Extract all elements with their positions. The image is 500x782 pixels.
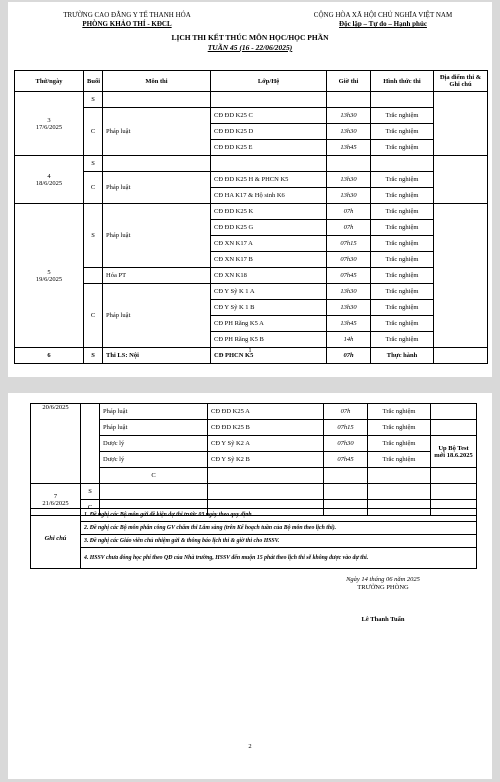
time-cell: 07h30 [327,252,371,268]
document-page-2 [8,393,492,779]
org-department: PHÒNG KHẢO THÍ - KĐCL [82,20,172,28]
location-cell [431,420,477,436]
form-cell: Trắc nghiệm [368,452,431,468]
day-cell: 4 18/6/2025 [15,156,84,204]
document-subtitle: TUẦN 45 (16 - 22/06/2025) [207,43,293,52]
session-cell: C [84,108,103,156]
class-cell: CĐ XN K17 B [211,252,327,268]
nation-header [293,11,473,29]
class-cell: CĐ ĐD K25 H & PHCN K5 [211,172,327,188]
time-cell: 07h15 [324,420,368,436]
class-cell: CĐ Y Sỹ K2 B [208,452,324,468]
class-cell: CĐ HA K17 & Hộ sinh K6 [211,188,327,204]
subject-cell: Pháp luật [103,284,211,348]
page-number: 2 [248,743,252,750]
col-header-session: Buổi [84,71,103,92]
form-cell: Trắc nghiệm [371,220,434,236]
subject-cell: Pháp luật [100,420,208,436]
class-cell: CĐ XN K17 A [211,236,327,252]
time-cell: 07h45 [327,268,371,284]
time-cell: 07h [327,220,371,236]
page-number: 1 [248,347,252,354]
signature-date: Ngày 14 tháng 06 năm 2025 [346,576,420,583]
notes-row [31,535,477,548]
time-cell: 07h [327,204,371,220]
session-cell: C [84,284,103,348]
class-cell: CĐ PH Răng K5 A [211,316,327,332]
note-item: 3. Đề nghị các Giáo viên chủ nhiệm gửi & thông báo lịch thi & giờ thi cho HSSV. [81,535,477,548]
form-cell: Trắc nghiệm [371,236,434,252]
form-cell: Trắc nghiệm [368,420,431,436]
session-cell: S [84,348,103,364]
class-cell: CĐ ĐD K25 A [208,404,324,420]
table-row [15,108,488,124]
form-cell: Thực hành [371,348,434,364]
time-cell: 13h30 [327,300,371,316]
note-item: 1. Đề nghị các Bộ môn gửi đề kiện dự thi trước 03 ngày theo quy định. [81,509,477,522]
class-cell: CĐ ĐD K25 G [211,220,327,236]
session-cell: S [84,204,103,268]
table-row [15,92,488,108]
class-cell: CĐ XN K18 [211,268,327,284]
table-row [15,268,488,284]
class-cell: CĐ ĐD K25 C [211,108,327,124]
form-cell: Trắc nghiệm [371,284,434,300]
location-cell [434,204,488,348]
signature-role: TRƯỞNG PHÒNG [357,584,409,591]
class-cell: CĐ PHCN K5 [211,348,327,364]
form-cell: Trắc nghiệm [371,188,434,204]
form-cell: Trắc nghiệm [371,108,434,124]
subject-cell: Pháp luật [103,204,211,268]
class-cell: CĐ ĐD K25 E [211,140,327,156]
time-cell: 07h [327,348,371,364]
document-page-1 [8,2,492,377]
time-cell: 07h [324,404,368,420]
signature-name: Lê Thanh Tuấn [361,616,405,623]
table-row [31,484,477,500]
form-cell: Trắc nghiệm [371,204,434,220]
class-cell: CĐ PH Răng K5 B [211,332,327,348]
class-cell: CĐ ĐD K25 D [211,124,327,140]
class-cell: CĐ Y Sỹ K2 A [208,436,324,452]
session-cell [81,404,100,484]
session-cell [84,268,103,284]
notes-row [31,522,477,535]
table-row [15,204,488,220]
form-cell: Trắc nghiệm [371,316,434,332]
day-cell: 6 [15,348,84,364]
nation-motto: Độc lập – Tự do – Hạnh phúc [339,20,427,28]
session-cell: S [84,156,103,172]
day-cell: 20/6/2025 [31,404,81,484]
time-cell: 13h30 [327,188,371,204]
time-cell: 07h45 [324,452,368,468]
table-row [15,172,488,188]
form-cell: Trắc nghiệm [368,404,431,420]
form-cell: Trắc nghiệm [371,332,434,348]
class-cell: CĐ ĐD K25 B [208,420,324,436]
subject-cell: Pháp luật [103,172,211,204]
session-cell: C [84,172,103,204]
location-note: Up Bộ Test mới 18.6.2025 [431,436,477,468]
org-header [52,11,202,29]
class-cell: CĐ ĐD K25 K [211,204,327,220]
form-cell: Trắc nghiệm [368,436,431,452]
notes-row [31,509,477,522]
session-cell: C [81,500,100,516]
day-cell: 7 21/6/2025 [31,484,81,516]
location-cell [434,92,488,156]
subject-cell: Pháp luật [100,404,208,420]
session-cell: S [81,484,100,500]
form-cell: Trắc nghiệm [371,252,434,268]
time-cell: 14h [327,332,371,348]
notes-table [30,508,477,569]
session-cell: S [84,92,103,108]
col-header-form: Hình thức thi [371,71,434,92]
nation-name: CỘNG HÒA XÃ HỘI CHỦ NGHĨA VIỆT NAM [313,11,453,19]
col-header-class: Lớp/Hệ [211,71,327,92]
table-row [31,404,477,420]
note-item: 2. Đề nghị các Bộ môn phân công GV chấm thi Lâm sàng (trên Kế hoạch tuần của Bộ môn theo lịch thi). [81,522,477,535]
table-row [15,156,488,172]
time-cell: 13h30 [327,108,371,124]
org-name: TRƯỜNG CAO ĐẲNG Y TẾ THANH HÓA [63,11,191,19]
notes-row [31,548,477,569]
table-row [15,284,488,300]
document-title: LỊCH THI KẾT THÚC MÔN HỌC/HỌC PHẦN [171,33,329,42]
class-cell: CĐ Y Sỹ K 1 B [211,300,327,316]
session-cell: C [100,468,208,484]
notes-label: Ghi chú [31,509,81,569]
location-cell [431,404,477,420]
exam-schedule-table [14,70,488,364]
exam-schedule-table-continued [30,403,477,516]
note-item: 4. HSSV chưa đóng học phí theo QĐ của Nhà trường, HSSV đến muộn 15 phát theo lịch thi sẽ không được vào dự thi. [81,548,477,569]
time-cell: 07h30 [324,436,368,452]
form-cell: Trắc nghiệm [371,124,434,140]
location-cell [434,156,488,204]
subject-cell: Hóa PT [103,268,211,284]
col-header-time: Giờ thi [327,71,371,92]
form-cell: Trắc nghiệm [371,140,434,156]
form-cell: Trắc nghiệm [371,268,434,284]
form-cell: Trắc nghiệm [371,300,434,316]
time-cell: 07h15 [327,236,371,252]
table-header-row [15,71,488,92]
subject-cell: Pháp luật [103,108,211,156]
day-cell: 5 19/6/2025 [15,204,84,348]
day-cell: 3 17/6/2025 [15,92,84,156]
time-cell: 13h30 [327,284,371,300]
time-cell: 13h45 [327,316,371,332]
time-cell: 13h30 [327,124,371,140]
time-cell: 13h30 [327,172,371,188]
subject-cell: Dược lý [100,436,208,452]
col-header-subject: Môn thi [103,71,211,92]
subject-cell: Thi LS: Nội [103,348,211,364]
subject-cell: Dược lý [100,452,208,468]
time-cell: 13h45 [327,140,371,156]
col-header-day: Thứ/ngày [15,71,84,92]
col-header-location: Địa điểm thi & Ghi chú [434,71,488,92]
class-cell: CĐ Y Sỹ K 1 A [211,284,327,300]
form-cell: Trắc nghiệm [371,172,434,188]
